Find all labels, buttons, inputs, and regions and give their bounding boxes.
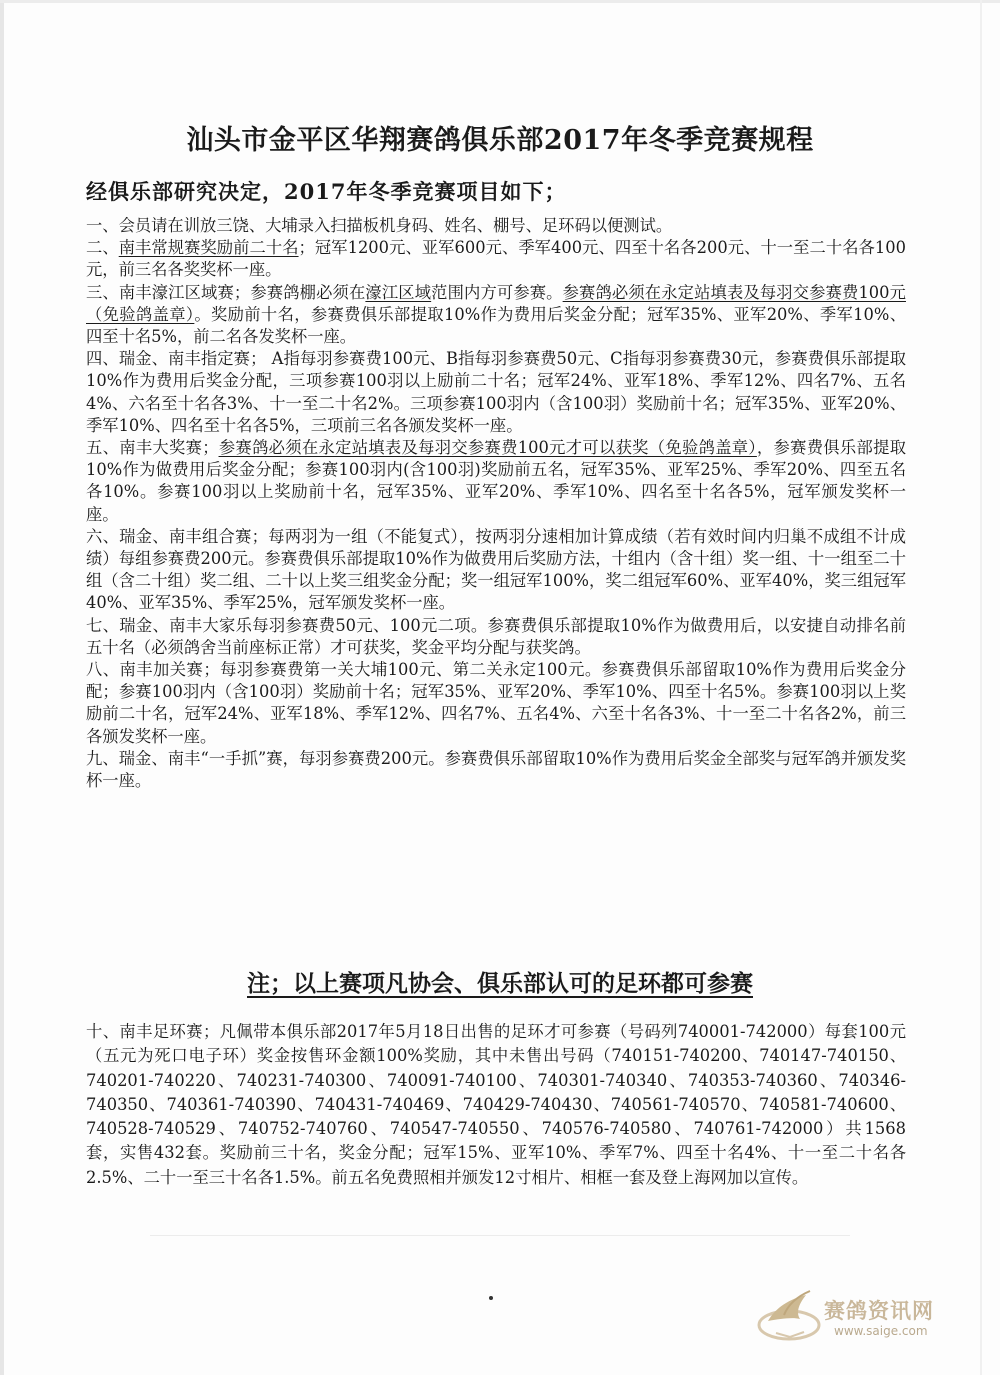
rule-2-text: ；冠军1200元、亚军600元、季军400元、四至十名各200元、十一至二十名各100元，前三名各奖奖杯一座。	[86, 238, 906, 280]
rule-2-prefix: 二、	[86, 238, 119, 258]
rule-1: 一、会员请在训放三饶、大埔录入扫描板机身码、姓名、棚号、足环码以便测试。	[86, 216, 673, 235]
rule-6: 六、瑞金、南丰组合赛；每两羽为一组（不能复式），按两羽分速相加计算成绩（若有效时间内归巢不成组不计成绩）每组参赛费200元。参赛费俱乐部提取10%作为做费用后奖励方法，十组内（含十组）奖一组、十一组至二十组（含二十组）奖二组、二十以上奖三组奖金分配；奖一组冠军100%，奖二组冠军60%、亚军40%，奖三组冠军40%、亚军35%、季军25%，冠军颁发奖杯一座。	[86, 526, 906, 613]
note-heading: 注；以上赛项凡协会、俱乐部认可的足环都可参赛	[247, 970, 753, 997]
rules-body	[86, 215, 906, 792]
watermark	[754, 1285, 964, 1347]
rule-2-underlined: 南丰常规赛奖励前二十名	[118, 238, 299, 258]
rule-5-prefix: 五、南丰大奖赛；	[86, 438, 219, 458]
scan-dot	[489, 1296, 493, 1300]
rule-8: 八、南丰加关赛；每羽参赛费第一关大埔100元、第二关永定100元。参赛费俱乐部留取10%作为费用后奖金分配；参赛100羽内（含100羽）奖励前十名；冠军35%、亚军20%、季军10%、四至十名5%。参赛100羽以上奖励前二十名，冠军24%、亚军18%、季军12%、四名7%、五名4%、六至十名各3%、十一至二十名各2%，前三各颁发奖杯一座。	[86, 660, 906, 746]
rule-3-mid: 范围内方可参赛。	[431, 282, 563, 302]
rule-10-section	[86, 1020, 906, 1190]
rule-3-underlined-fee: 参赛鸽必须在永定站填表及每羽交参赛费100元（免验鸽盖章）	[86, 282, 906, 324]
rule-5-underlined: 参赛鸽必须在永定站填表及每羽交参赛费100元才可以获奖（免验鸽盖章）	[218, 438, 757, 458]
rule-3	[86, 282, 906, 349]
rule-3-text: 。奖励前十名，参赛费俱乐部提取10%作为费用后奖金分配；冠军35%、亚军20%、季军10%、四至十名5%，前二名各发奖杯一座。	[86, 304, 906, 347]
document-title: 汕头市金平区华翔赛鸽俱乐部2017年冬季竞赛规程	[186, 125, 814, 156]
scan-edge-left	[0, 0, 4, 1375]
watermark-url: www.saige.com	[834, 1324, 928, 1338]
intro-line: 经俱乐部研究决定，2017年冬季竞赛项目如下；	[86, 179, 567, 204]
rule-7: 七、瑞金、南丰大家乐每羽参赛费50元、100元二项。参赛费俱乐部提取10%作为做费用后，以安捷自动排名前五十名（必须鸽舍当前座标正常）才可获奖，奖金平均分配与获奖鸽。	[86, 615, 906, 657]
rule-5-text: ，参赛费俱乐部提取10%作为做费用后奖金分配；参赛100羽内(含100羽)奖励前五名，冠军35%、亚军25%、季军20%、四至五名各10%。参赛100羽以上奖励前十名，冠军35%、亚军20%、季军10%、四名至十名各5%，冠军颁发奖杯一座。	[86, 438, 906, 524]
watermark-text: 赛鸽资讯网	[824, 1299, 934, 1323]
rule-2	[86, 237, 906, 281]
rule-3-underlined-region: 濠江区域	[365, 282, 432, 302]
pigeon-logo-icon	[754, 1285, 824, 1345]
rule-4: 四、瑞金、南丰指定赛； A指每羽参赛费100元、B指每羽参赛费50元、C指每羽参赛费30元，参赛费俱乐部提取10%作为费用后奖金分配，三项参赛100羽以上励前二十名；冠军24%、亚军18%、季军12%、四名7%、五名4%、六名至十名各3%、十一至二十名2%。三项参赛100羽内（含100羽）奖励前十名；冠军35%、亚军20%、季军10%、四名至十名各5%，三项前三名各颁发奖杯一座。	[86, 349, 906, 435]
rule-10: 十、南丰足环赛；凡佩带本俱乐部2017年5月18日出售的足环才可参赛（号码列740001-742000）每套100元（五元为死口电子环）奖金按售环金额100%奖励，其中未售出号码（740151-740200、740147-740150、740201-740220、740231-740300、740091-740100、740301-740340、740353-740360、740346-740350、740361-740390、740431-740469、740429-740430、740561-740570、740581-740600、740528-740529、740752-740760、740547-740550、740576-740580、740761-742000）共1568套，实售432套。奖励前三十名，奖金分配；冠军15%、亚军10%、季军7%、四至十名4%、十一至二十名各2.5%、二十一至三十名各1.5%。前五名免费照相并颁发12寸相片、相框一套及登上海网加以宣传。	[86, 1022, 906, 1187]
scan-edge-right	[980, 0, 982, 1375]
rule-3-prefix: 三、南丰濠江区域赛；参赛鸽棚必须在	[86, 282, 366, 302]
scan-smudge	[150, 1235, 850, 1236]
rule-9: 九、瑞金、南丰“一手抓”赛，每羽参赛费200元。参赛费俱乐部留取10%作为费用后奖金全部奖与冠军鸽并颁发奖杯一座。	[86, 748, 906, 791]
rule-5	[86, 437, 906, 526]
scan-edge-top	[0, 0, 1000, 3]
